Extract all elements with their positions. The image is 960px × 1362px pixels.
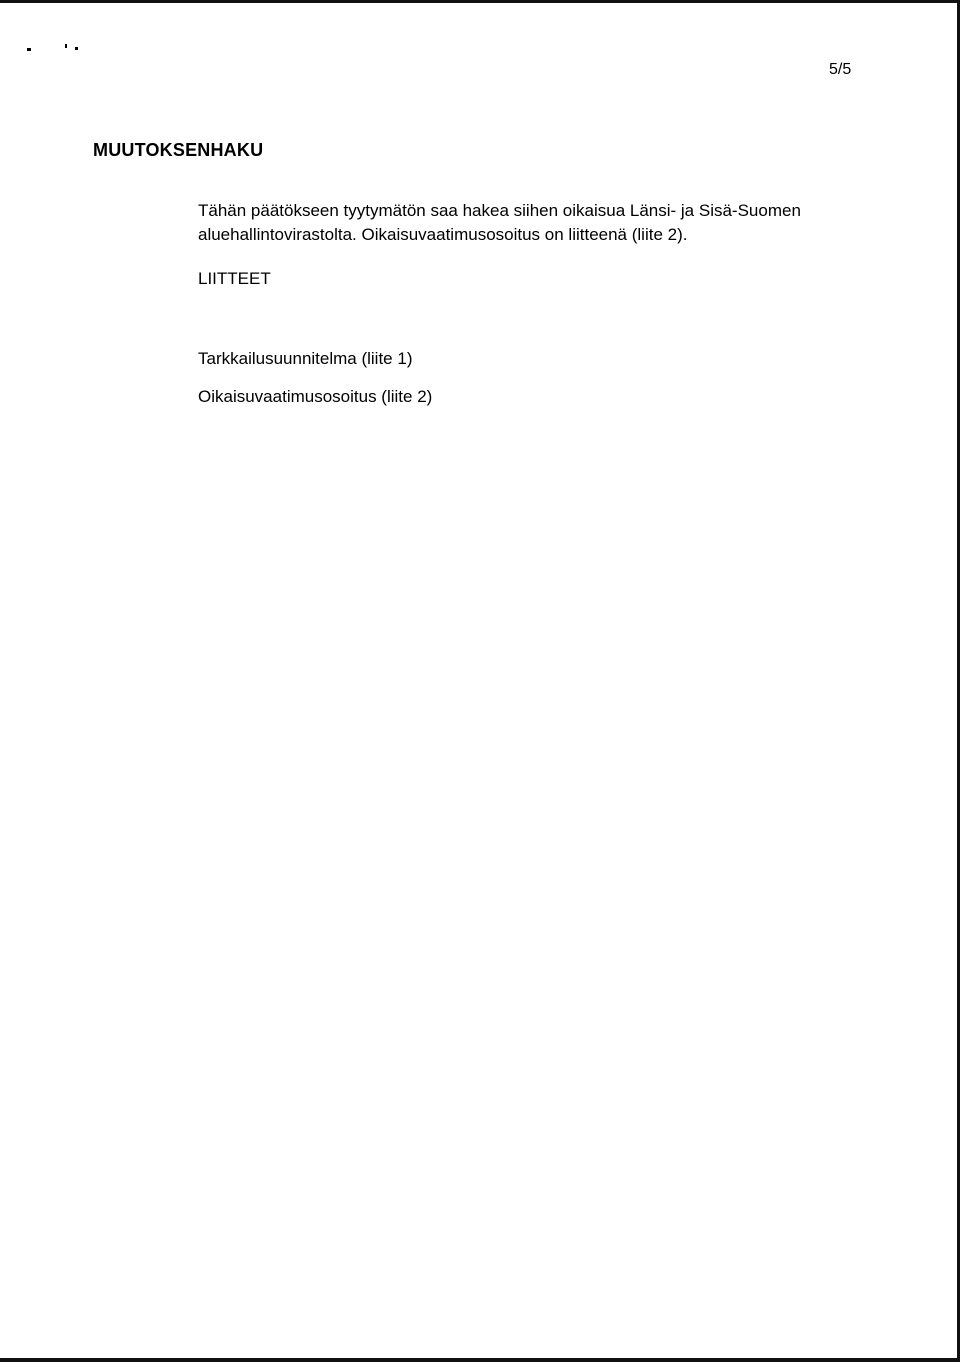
appeal-paragraph [198,199,858,247]
paragraph-line: aluehallintovirastolta. Oikaisuvaatimusosoitus on liitteenä (liite 2). [198,225,688,244]
attachments-title: LIITTEET [198,269,271,288]
attachments-list [198,347,432,423]
attachment-item: Oikaisuvaatimusosoitus (liite 2) [198,387,433,406]
page-number: 5/5 [829,61,852,78]
speck [27,48,31,51]
attachment-item: Tarkkailusuunnitelma (liite 1) [198,349,413,368]
section-heading: MUUTOKSENHAKU [93,140,264,160]
speck [65,44,67,48]
paragraph-line: Tähän päätökseen tyytymätön saa hakea siihen oikaisua Länsi- ja Sisä-Suomen [198,201,801,220]
speck [75,47,78,50]
